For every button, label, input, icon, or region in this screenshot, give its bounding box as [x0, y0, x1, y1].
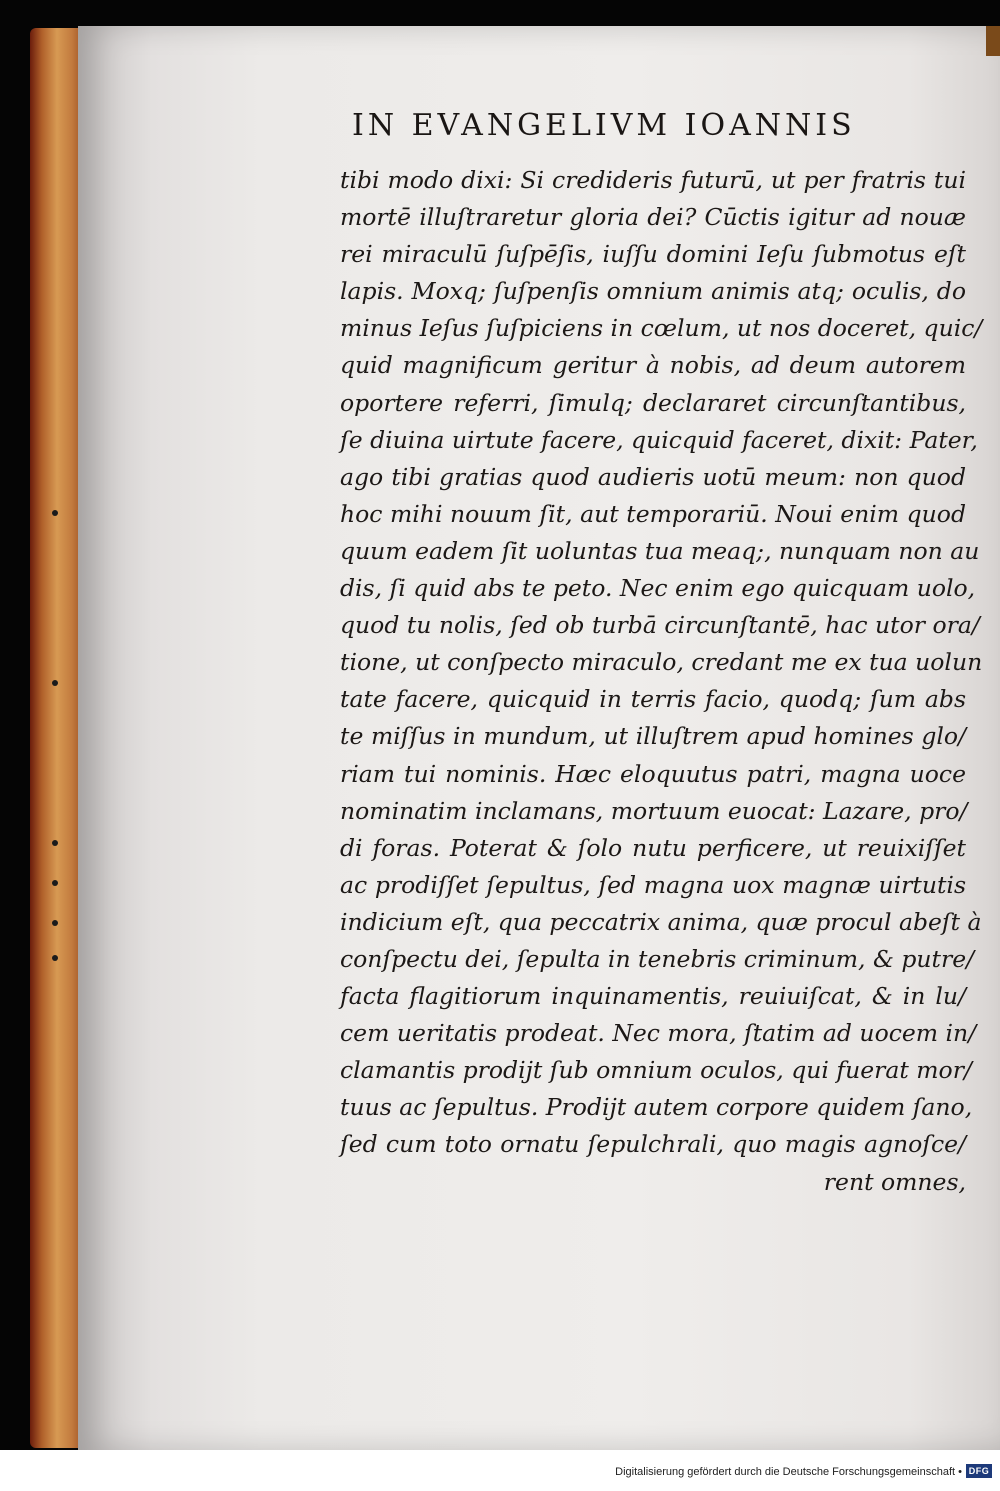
footer-bar — [0, 1450, 1000, 1491]
text-line: ſe diuina uirtute facere, quicquid faceret, dixit: Pater, — [340, 425, 978, 454]
text-line: cem ueritatis prodeat. Nec mora, ſtatim ad uocem in/ — [340, 1019, 977, 1048]
running-head: IN EVANGELIVM IOANNIS — [352, 108, 856, 143]
text-line: tuus ac ſepultus. Prodijt autem corpore quidem ſano, — [340, 1093, 973, 1122]
page-corner — [986, 26, 1000, 56]
text-line: mortē illuſtraretur gloria dei? Cūctis igitur ad nouæ — [340, 203, 966, 232]
text-line: clamantis prodijt ſub omnium oculos, qui fuerat mor/ — [340, 1056, 972, 1085]
text-line: minus Ieſus ſuſpiciens in cœlum, ut nos doceret, quic/ — [340, 314, 983, 343]
text-line: nominatim inclamans, mortuum euocat: Lazare, pro/ — [340, 796, 968, 825]
text-line: facta flagitiorum inquinamentis, reuiuiſcat, & in lu/ — [340, 982, 966, 1011]
text-line: tate facere, quicquid in terris facio, quodq; ſum abs — [340, 685, 966, 714]
text-line: indicium eſt, qua peccatrix anima, quæ procul abeſt à — [340, 907, 982, 936]
text-line: lapis. Moxq; ſuſpenſis omnium animis atq; oculis, do — [340, 277, 966, 306]
text-line: quid magnificum geritur à nobis, ad deum autorem — [340, 351, 966, 380]
text-line: conſpectu dei, ſepulta in tenebris criminum, & putre/ — [340, 944, 975, 973]
text-line: tione, ut conſpecto miraculo, credant me ex tua uolun — [340, 648, 983, 677]
body-text — [340, 162, 983, 1201]
text-line: dis, ſi quid abs te peto. Nec enim ego quicquam uolo, — [340, 574, 976, 603]
dfg-logo-icon: DFG — [966, 1464, 992, 1478]
text-line: tibi modo dixi: Si credideris futurū, ut per fratris tui — [340, 166, 966, 194]
text-line: ſed cum toto ornatu ſepulchrali, quo magis agnoſce/ — [340, 1130, 966, 1159]
catchword-line: rent omnes, — [823, 1167, 966, 1196]
text-line: ago tibi gratias quod audieris uotū meum: non quod — [340, 462, 966, 491]
text-line: oportere referri, ſimulq; declararet circunſtantibus, — [340, 388, 966, 417]
margin-marks — [44, 500, 74, 980]
text-line: te miſſus in mundum, ut illuſtrem apud homines glo/ — [340, 722, 966, 751]
text-line: hoc mihi nouum ſit, aut temporariū. Noui enim quod — [340, 499, 966, 528]
text-line: quum eadem ſit uoluntas tua meaq;, nunquam non au — [340, 536, 980, 565]
text-line: rei miraculū ſuſpēſis, iuſſu domini Ieſu ſubmotus eſt — [340, 240, 966, 269]
text-line: quod tu nolis, ſed ob turbā circunſtantē, hac utor ora/ — [340, 611, 980, 640]
text-line: di foras. Poterat & ſolo nutu perficere, ut reuixiſſet — [340, 833, 966, 862]
digitization-credit: Digitalisierung gefördert durch die Deutsche Forschungsgemeinschaft • — [615, 1466, 962, 1478]
text-line: riam tui nominis. Hæc eloquutus patri, magna uoce — [340, 759, 966, 788]
text-line: ac prodiſſet ſepultus, ſed magna uox magnæ uirtutis — [340, 870, 966, 899]
